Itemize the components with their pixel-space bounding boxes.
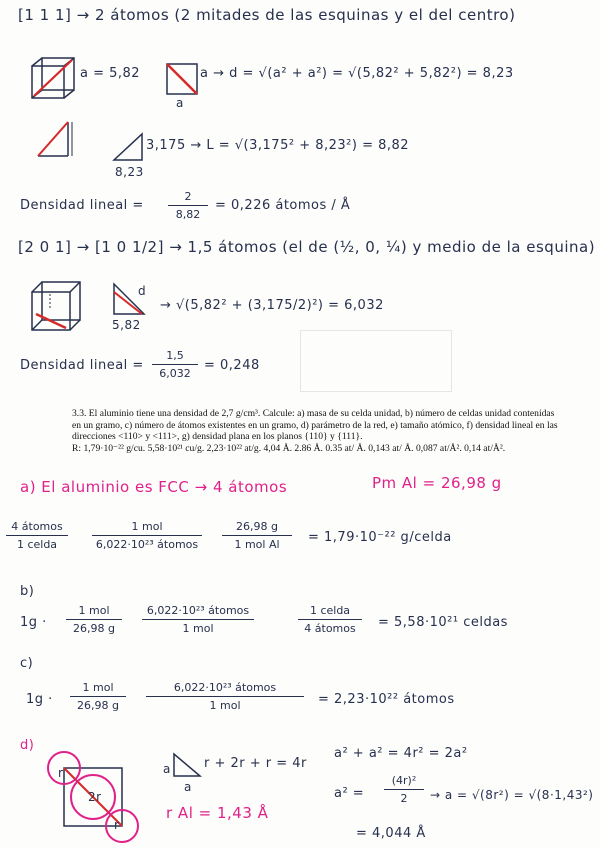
cube-parameter-a: a = 5,82 xyxy=(80,66,141,81)
part-a-fraction-1: 4 átomos 1 celda xyxy=(6,520,68,551)
problem-text: 3.3. El aluminio tiene una densidad de 2,7 g/cm³. Calcule: a) masa de su celda unidad, b) número de celdas unidad contenidas en un gramo, c) número de átomos existentes en un gramo, d) parámetro de la red, e) tamaño atómico, f) densidad lineal en las direcciones <110> y <111>, g) densidad plana en los planos {110} y {111}. xyxy=(72,408,558,442)
triangle-base-value: 8,23 xyxy=(115,165,144,179)
diagonal-equation: a → d = √(a² + a²) = √(5,82² + 5,82²) = 8,23 xyxy=(200,66,514,81)
part-d-equation-3: = 4,044 Å xyxy=(356,826,426,841)
part-b-fraction-3: 1 celda 4 átomos xyxy=(298,604,362,635)
right-triangle-diagram xyxy=(112,132,146,162)
part-c-fraction-2: 6,022·10²³ átomos 1 mol xyxy=(146,681,304,712)
direction-111-heading: [1 1 1] → 2 átomos (2 mitades de las esquinas y el del centro) xyxy=(18,6,516,24)
part-a-fraction-2: 1 mol 6,022·10²³ átomos xyxy=(92,520,202,551)
bleed-through-box xyxy=(300,330,452,392)
part-a-fraction-3: 26,98 g 1 mol Al xyxy=(222,520,292,551)
length-equation-2: → √(5,82² + (3,175/2)²) = 6,032 xyxy=(160,298,384,313)
cube-diagram-2 xyxy=(30,280,84,334)
circle-radius-label-3: r xyxy=(114,818,120,832)
triangle2-d-label: d xyxy=(138,284,147,298)
part-d-triangle-side: a xyxy=(163,762,171,776)
length-equation: 3,175 → L = √(3,175² + 8,23²) = 8,82 xyxy=(146,138,410,153)
linear-density-label-2: Densidad lineal = xyxy=(20,358,144,373)
part-d-equation-2-fraction: (4r)² 2 xyxy=(384,774,424,805)
body-diagonal-diagram xyxy=(32,116,72,166)
part-b-fraction-2: 6,022·10²³ átomos 1 mol xyxy=(142,604,254,635)
triangle2-base-value: 5,82 xyxy=(112,318,141,332)
circle-radius-label-1: r xyxy=(58,766,64,780)
atomic-mass-al: Pm Al = 26,98 g xyxy=(372,474,502,492)
linear-density-label-1: Densidad lineal = xyxy=(20,198,144,213)
part-b-fraction-1: 1 mol 26,98 g xyxy=(66,604,122,635)
part-d-equation-1: a² + a² = 4r² = 2a² xyxy=(334,746,468,761)
direction-201-heading: [2 0 1] → [1 0 1/2] → 1,5 átomos (el de (½, 0, ¼) y medio de la esquina) xyxy=(18,238,596,256)
part-b-result: = 5,58·10²¹ celdas xyxy=(378,615,508,630)
atomic-radius-al: r Al = 1,43 Å xyxy=(166,804,269,822)
part-c-result: = 2,23·10²² átomos xyxy=(318,692,455,707)
problem-answers: R: 1,79·10⁻²² g/cu. 5,58·10²¹ cu/g. 2,23·10²² at/g. 4,04 Å. 2.86 Å. 0.35 at/ Å. 0,143 at/ Å. 0,087 at/Å². 0,14 at/Å². xyxy=(72,442,506,454)
part-a-heading: a) El aluminio es FCC → 4 átomos xyxy=(20,478,288,496)
part-d-equation-2-rhs: → a = √(8r²) = √(8·1,43²) xyxy=(430,788,594,802)
linear-density-fraction-1: 2 8,82 xyxy=(168,190,208,221)
linear-density-fraction-2: 1,5 6,032 xyxy=(152,349,198,380)
part-c-lead: 1g · xyxy=(26,692,53,707)
part-d-equation-2-lhs: a² = xyxy=(334,786,365,801)
part-c-fraction-1: 1 mol 26,98 g xyxy=(70,681,126,712)
part-b-label: b) xyxy=(20,584,35,599)
printed-problem-statement xyxy=(72,408,562,454)
square-diagonal-diagram xyxy=(165,62,201,98)
part-a-result: = 1,79·10⁻²² g/celda xyxy=(308,530,452,545)
circle-radius-label-2: 2r xyxy=(88,790,102,804)
square-side-label: a xyxy=(176,96,184,110)
part-c-label: c) xyxy=(20,656,34,671)
cube-diagram-1 xyxy=(30,56,78,104)
part-d-triangle-equation: r + 2r + r = 4r xyxy=(204,756,307,771)
part-d-label: d) xyxy=(20,738,35,753)
part-b-lead: 1g · xyxy=(20,615,47,630)
part-d-triangle xyxy=(172,752,202,778)
part-d-triangle-base: a xyxy=(184,780,192,794)
linear-density-result-2: = 0,248 xyxy=(204,358,260,373)
linear-density-result-1: = 0,226 átomos / Å xyxy=(215,198,351,213)
